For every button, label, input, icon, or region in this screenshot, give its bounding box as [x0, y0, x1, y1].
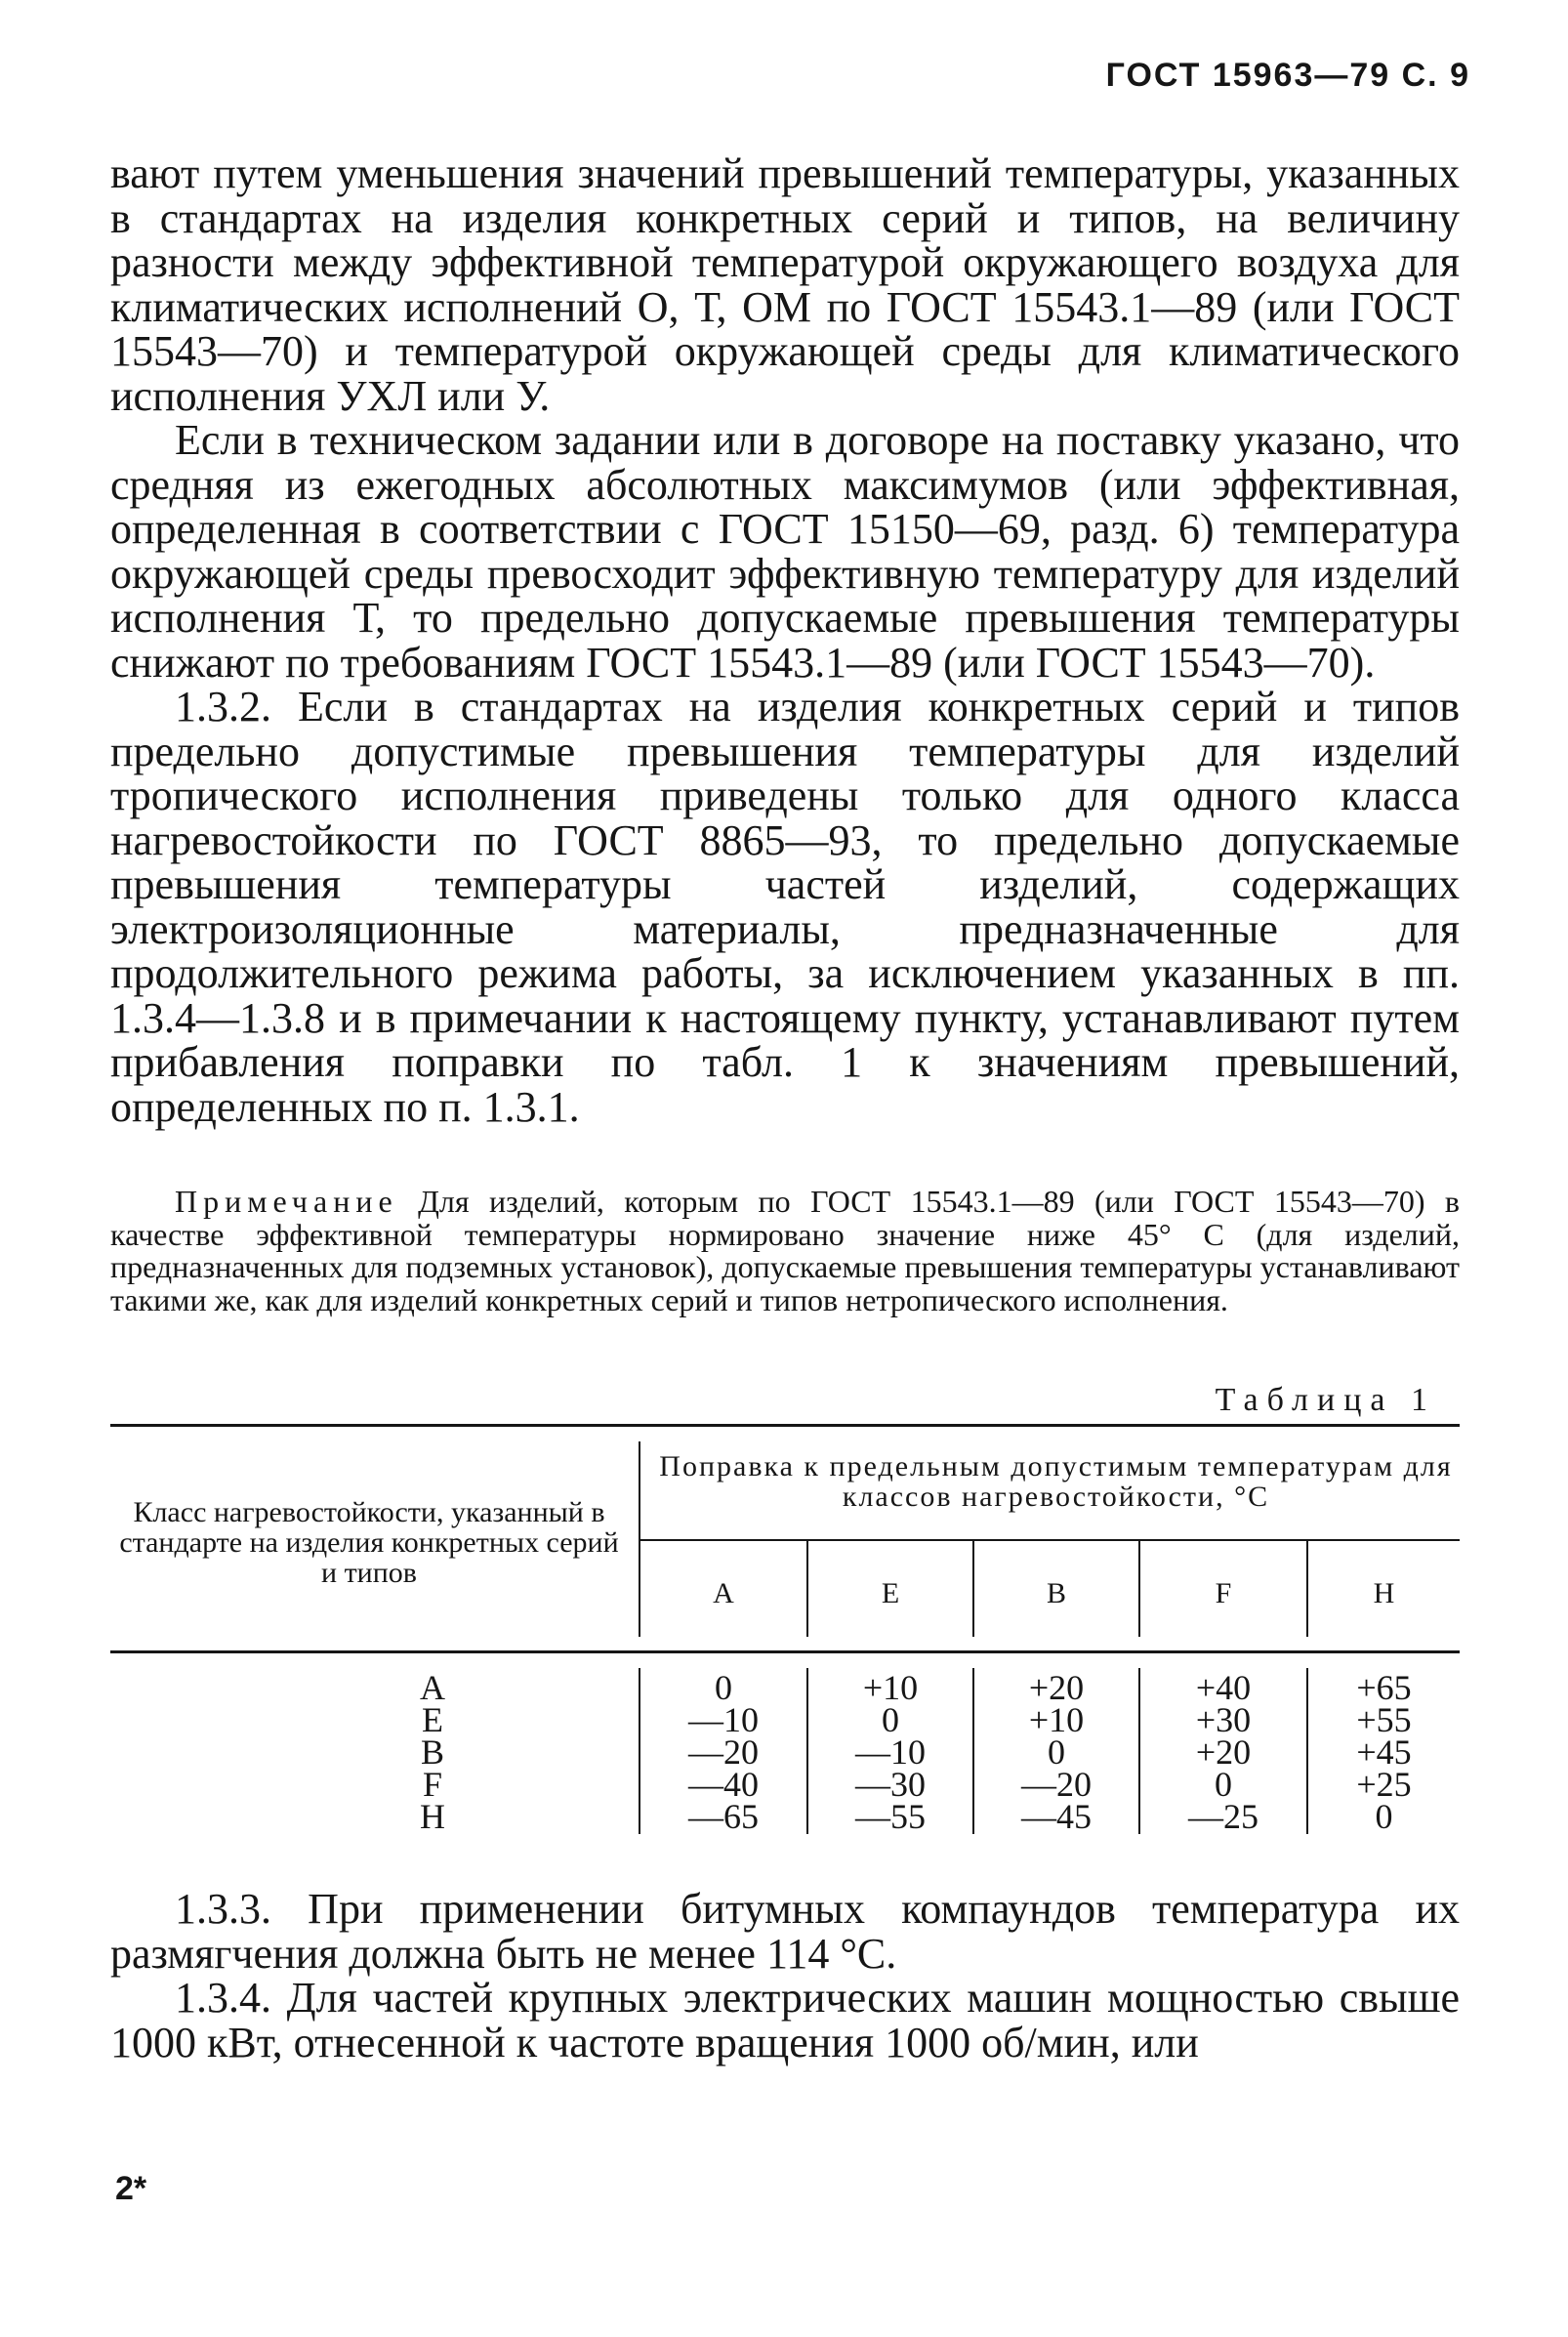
table-cell: —10: [688, 1700, 759, 1739]
column-header: Е: [881, 1577, 900, 1609]
note-paragraph: [110, 1186, 1460, 1316]
table-cell: +55: [1356, 1700, 1412, 1739]
paragraph: Если в техническом задании или в договоре на поставку указано, что средняя из ежегодных абсолютных максимумов (или эффективная, определенная в соответствии с ГОСТ 15150—69, разд. 6) температура окружающей среды превосходит эффективную температуру для изделий исполнения Т, то предельно допускаемые превышения температуры снижают по требованиям ГОСТ 15543.1—89 (или ГОСТ 15543—70).: [110, 416, 1460, 687]
table-cell: —45: [1021, 1797, 1092, 1836]
note-block: [110, 1186, 1460, 1316]
page-header: ГОСТ 15963—79 С. 9: [1105, 57, 1470, 94]
body-text-top: [110, 151, 1460, 1129]
table-cell: 0: [1215, 1765, 1232, 1804]
table-cell: —40: [688, 1765, 759, 1804]
note-label: Примечание: [175, 1184, 398, 1219]
row-labels: [403, 1668, 462, 1836]
correction-table: [110, 1424, 1460, 1863]
value-column-a: [640, 1668, 806, 1836]
table-cell: —20: [1021, 1765, 1092, 1804]
row-label: F: [422, 1765, 443, 1804]
group-header: Поправка к предельным допустимым температурам для классов нагревостойкости, °С: [659, 1450, 1453, 1513]
table-cell: 0: [882, 1700, 899, 1739]
table-cell: +30: [1195, 1700, 1252, 1739]
column-header: В: [1046, 1577, 1066, 1609]
header-divider: [639, 1539, 1460, 1541]
table-cell: +20: [1195, 1732, 1252, 1772]
value-column-b: [974, 1668, 1138, 1836]
paragraph: 1.3.3. При применении битумных компаундов температура их размягчения должна быть не менее 114 °С.: [110, 1885, 1460, 1978]
table-cell: —10: [855, 1732, 926, 1772]
row-label: А: [420, 1668, 445, 1707]
row-label: В: [420, 1732, 444, 1772]
header-divider: [639, 1441, 640, 1539]
paragraph: 1.3.2. Если в стандартах на изделия конкретных серий и типов предельно допустимые превышения температуры для изделий тропического исполнения приведены только для одного класса нагревостойкости по ГОСТ 8865—93, то предельно допускаемые превышения температуры частей изделий, содержащих электроизоляционные материалы, предназначенные для продолжительного режима работы, за исключением указанных в пп. 1.3.4—1.3.8 и в примечании к настоящему пункту, устанавливают путем прибавления поправки по табл. 1 к значениям превышений, определенных по п. 1.3.1.: [110, 683, 1460, 1131]
table-top-rule: [110, 1424, 1460, 1427]
table-cell: 0: [715, 1668, 732, 1707]
table-cell: —20: [688, 1732, 759, 1772]
table-cell: +45: [1356, 1732, 1412, 1772]
table-cell: 0: [1375, 1797, 1393, 1836]
table-cell: —55: [855, 1797, 926, 1836]
table-caption: Таблица 1: [1215, 1382, 1436, 1418]
table-cell: +25: [1356, 1765, 1412, 1804]
note-text: Для изделий, которым по ГОСТ 15543.1—89 (или ГОСТ 15543—70) в качестве эффективной температуры нормировано значение ниже 45° С (для изделий, предназначенных для подземных установок), допускаемые превышения температуры устанавливают такими же, как для изделий конкретных серий и типов нетропического исполнения.: [110, 1184, 1461, 1317]
column-header: F: [1215, 1577, 1232, 1609]
value-column-e: [808, 1668, 972, 1836]
column-header: Н: [1373, 1577, 1395, 1609]
value-column-h: [1308, 1668, 1460, 1836]
table-header-rule: [110, 1650, 1460, 1653]
value-column-f: [1140, 1668, 1306, 1836]
row-label: Е: [422, 1700, 443, 1739]
row-header: Класс нагревостойкости, указанный в стандарте на изделия конкретных серий и типов: [119, 1496, 619, 1589]
table-cell: +40: [1195, 1668, 1252, 1707]
table-cell: +10: [1028, 1700, 1085, 1739]
paragraph: вают путем уменьшения значений превышений температуры, указанных в стандартах на изделия конкретных серий и типов, на величину разности между эффективной температурой окружающего воздуха для климатических исполнений О, Т, ОМ по ГОСТ 15543.1—89 (или ГОСТ 15543—70) и температурой окружающей среды для климатического исполнения УХЛ или У.: [110, 149, 1460, 420]
row-label: Н: [420, 1797, 445, 1836]
table-cell: 0: [1048, 1732, 1065, 1772]
body-text-bottom: [110, 1887, 1460, 2065]
paragraph: 1.3.4. Для частей крупных электрических машин мощностью свыше 1000 кВт, отнесенной к частоте вращения 1000 об/мин, или: [110, 1974, 1460, 2066]
column-header: А: [713, 1577, 734, 1609]
table-cell: —30: [855, 1765, 926, 1804]
table-cell: +10: [862, 1668, 919, 1707]
table-cell: —25: [1188, 1797, 1259, 1836]
table-cell: —65: [688, 1797, 759, 1836]
table-cell: +65: [1356, 1668, 1412, 1707]
page-footer-mark: 2*: [115, 2170, 147, 2207]
table-cell: +20: [1028, 1668, 1085, 1707]
